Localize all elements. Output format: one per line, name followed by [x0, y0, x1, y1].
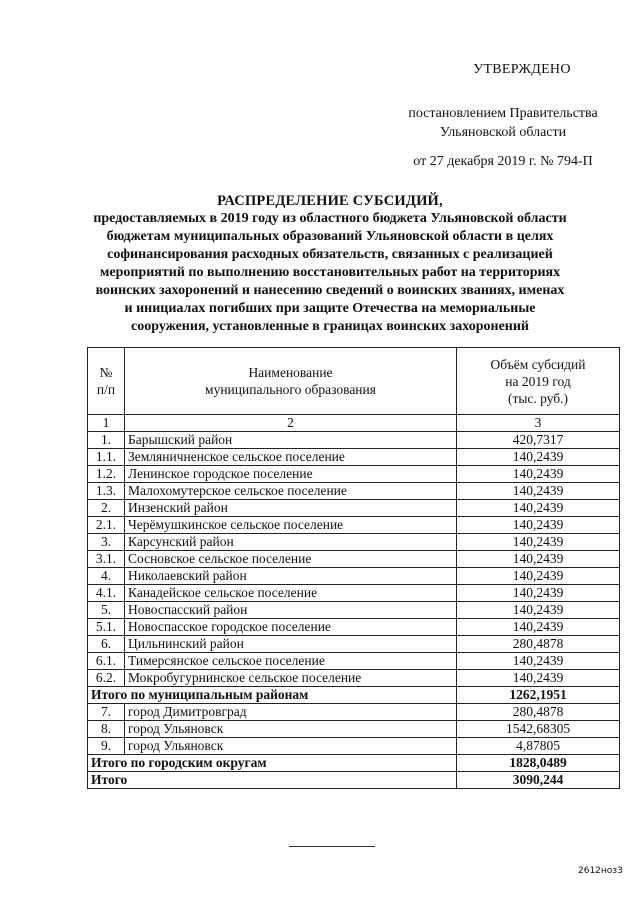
table-header-row [88, 348, 620, 415]
subsidy-table [87, 347, 620, 789]
row-value: 140,2439 [457, 568, 620, 585]
row-value: 140,2439 [457, 500, 620, 517]
header-value-line: на 2019 год [505, 373, 571, 389]
table-row [88, 551, 620, 568]
table-row [88, 432, 620, 449]
row-number: 8. [88, 721, 125, 738]
row-name: город Димитровград [125, 704, 457, 721]
row-value: 140,2439 [457, 653, 620, 670]
row-value: 140,2439 [457, 619, 620, 636]
row-number: 4.1. [88, 585, 125, 602]
row-value: 140,2439 [457, 517, 620, 534]
row-name: Канадейское сельское поселение [125, 585, 457, 602]
subtotal-cities-label: Итого по городским округам [88, 755, 457, 772]
table-row [88, 670, 620, 687]
document-heading: РАСПРЕДЕЛЕНИЕ СУБСИДИЙ, [217, 193, 443, 209]
document-code: 2612ноз3 [578, 866, 623, 876]
column-number: 3 [457, 415, 620, 432]
total-label: Итого [88, 772, 457, 789]
subtotal-cities-value: 1828,0489 [457, 755, 620, 772]
header-name [125, 348, 457, 415]
row-value: 140,2439 [457, 670, 620, 687]
table-row [88, 585, 620, 602]
approval-issuer: постановлением Правительства [408, 106, 598, 121]
row-name: Барышский район [125, 432, 457, 449]
district-rows [88, 432, 620, 687]
row-name: Николаевский район [125, 568, 457, 585]
footer-divider [289, 846, 375, 847]
table-row [88, 619, 620, 636]
document-title [60, 192, 600, 336]
row-value: 140,2439 [457, 585, 620, 602]
subtotal-districts-row [88, 687, 620, 704]
approval-block [388, 62, 618, 171]
table-row [88, 568, 620, 585]
row-value: 1542,68305 [457, 721, 620, 738]
table-row [88, 483, 620, 500]
row-name: Сосновское сельское поселение [125, 551, 457, 568]
row-name: Мокробугурнинское сельское поселение [125, 670, 457, 687]
title-line: мероприятий по выполнению восстановительных работ на территориях [99, 265, 561, 280]
row-number: 6.1. [88, 653, 125, 670]
row-name: Ленинское городское поселение [125, 466, 457, 483]
subtotal-cities-row [88, 755, 620, 772]
title-line: бюджетам муниципальных образований Ульяновской области в целях [106, 229, 554, 244]
subtotal-districts-label: Итого по муниципальным районам [88, 687, 457, 704]
approval-title: УТВЕРЖДЕНО [473, 62, 571, 77]
row-value: 140,2439 [457, 551, 620, 568]
table-row [88, 721, 620, 738]
table-row [88, 466, 620, 483]
row-name: Новоспасское городское поселение [125, 619, 457, 636]
row-number: 9. [88, 738, 125, 755]
title-line: сооружения, установленные в границах воинских захоронений [131, 319, 529, 334]
row-name: Карсунский район [125, 534, 457, 551]
row-name: Малохомутерское сельское поселение [125, 483, 457, 500]
row-value: 4,87805 [457, 738, 620, 755]
total-row [88, 772, 620, 789]
subtotal-districts-value: 1262,1951 [457, 687, 620, 704]
header-value-line: Объём субсидий [490, 356, 586, 372]
header-value-line: (тыс. руб.) [507, 390, 569, 406]
table-row [88, 449, 620, 466]
header-value [457, 348, 620, 415]
row-value: 420,7317 [457, 432, 620, 449]
row-number: 5.1. [88, 619, 125, 636]
title-line: и инициалах погибших при защите Отечества на мемориальные [124, 301, 536, 316]
row-number: 3.1. [88, 551, 125, 568]
row-number: 6.2. [88, 670, 125, 687]
table-row [88, 738, 620, 755]
column-numbers-row [88, 415, 620, 432]
table-row [88, 653, 620, 670]
table-row [88, 534, 620, 551]
row-name: Цильнинский район [125, 636, 457, 653]
row-number: 1.1. [88, 449, 125, 466]
header-name-line: Наименование [248, 365, 333, 380]
row-value: 140,2439 [457, 466, 620, 483]
total-value: 3090,244 [457, 772, 620, 789]
row-number: 6. [88, 636, 125, 653]
row-number: 5. [88, 602, 125, 619]
row-value: 280,4878 [457, 636, 620, 653]
row-number: 1.2. [88, 466, 125, 483]
city-rows [88, 704, 620, 755]
row-value: 280,4878 [457, 704, 620, 721]
row-name: город Ульяновск [125, 738, 457, 755]
approval-date-number: от 27 декабря 2019 г. № 794-П [413, 154, 593, 169]
row-name: Тимерсянское сельское поселение [125, 653, 457, 670]
row-name: Земляничненское сельское поселение [125, 449, 457, 466]
row-number: 3. [88, 534, 125, 551]
title-line: воинских захоронений и нанесению сведений о воинских званиях, именах [95, 283, 565, 298]
header-number-line: п/п [96, 382, 116, 397]
row-number: 2.1. [88, 517, 125, 534]
row-name: город Ульяновск [125, 721, 457, 738]
row-value: 140,2439 [457, 449, 620, 466]
header-number [88, 348, 125, 415]
table-row [88, 500, 620, 517]
row-value: 140,2439 [457, 602, 620, 619]
row-number: 7. [88, 704, 125, 721]
row-name: Новоспасский район [125, 602, 457, 619]
column-number: 2 [125, 415, 457, 432]
table-row [88, 636, 620, 653]
title-line: предоставляемых в 2019 году из областного бюджета Ульяновской области [93, 211, 567, 226]
row-name: Инзенский район [125, 500, 457, 517]
row-number: 2. [88, 500, 125, 517]
approval-region: Ульяновской области [439, 125, 567, 140]
row-value: 140,2439 [457, 534, 620, 551]
row-number: 1. [88, 432, 125, 449]
table-row [88, 517, 620, 534]
header-name-line: муниципального образования [205, 382, 376, 397]
table-row [88, 602, 620, 619]
row-value: 140,2439 [457, 483, 620, 500]
row-number: 4. [88, 568, 125, 585]
header-number-line: № [99, 365, 113, 380]
table-row [88, 704, 620, 721]
column-number: 1 [88, 415, 125, 432]
row-number: 1.3. [88, 483, 125, 500]
row-name: Черёмушкинское сельское поселение [125, 517, 457, 534]
title-line: софинансирования расходных обязательств, связанных с реализацией [107, 247, 553, 262]
